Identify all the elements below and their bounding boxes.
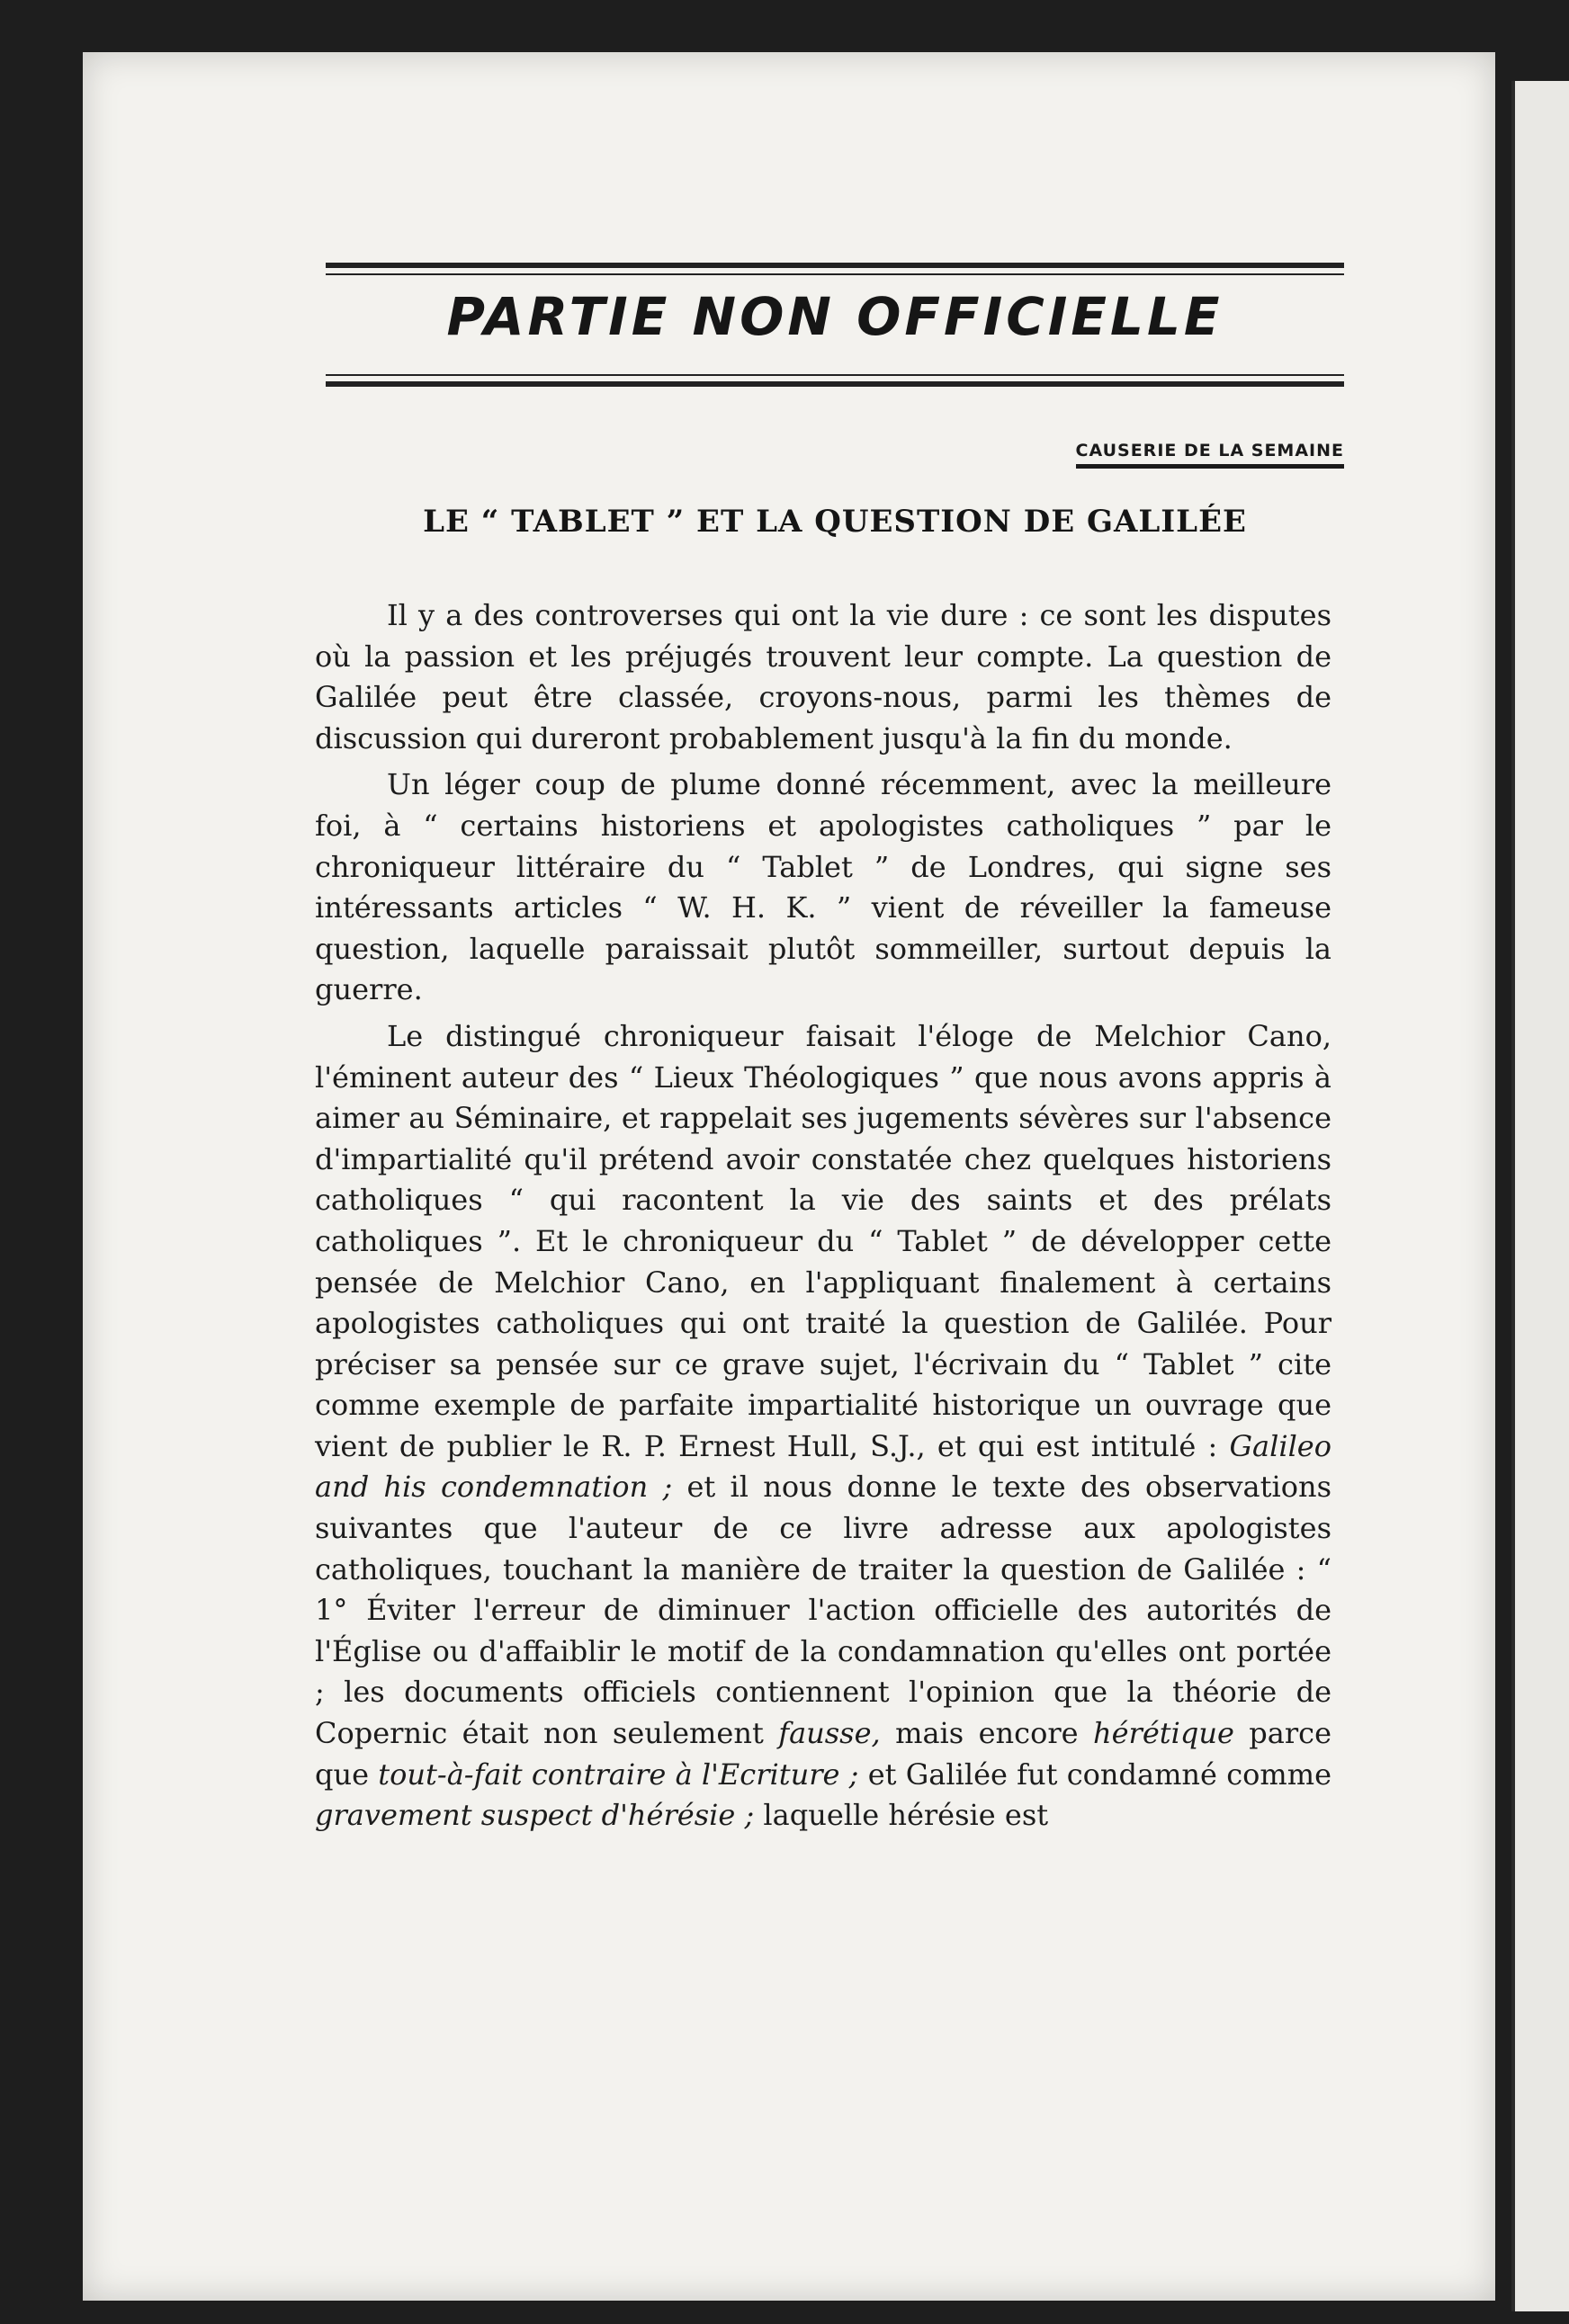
- paragraph-1: Il y a des controverses qui ont la vie dure : ce sont les disputes où la passion et les préjugés trouvent leur compte. La question de Galilée peut être classée, croyons-nous, parmi les thèmes de discussion qui dureront probablement jusqu'à la fin du monde.: [315, 598, 1331, 755]
- paragraph-3-part-2: et il nous donne le texte des observations suivantes que l'auteur de ce livre adresse aux apologistes catholiques, touchant la manière de traiter la question de Galilée : “ 1° Éviter l'erreur de diminuer l'action officielle des autorités de l'Église ou d'affaiblir le motif de la condamnation qu'elles ont portée ; les documents officiels contiennent l'opinion que la théorie de Copernic était non seulement: [315, 1470, 1332, 1751]
- article-body: [315, 595, 1331, 1837]
- paragraph-3-part-1: Le distingué chroniqueur faisait l'éloge de Melchior Cano, l'éminent auteur des “ Lieux Théologiques ” que nous avons appris à aimer au Séminaire, et rappelait ses jugements sévères sur l'absence d'impartialité qu'il prétend avoir constatée chez quelques historiens catholiques “ qui racontent la vie des saints et des prélats catholiques ”. Et le chroniqueur du “ Tablet ” de développer cette pensée de Melchior Cano, en l'appliquant finalement à certains apologistes catholiques qui ont traité la question de Galilée. Pour préciser sa pensée sur ce grave sujet, l'écrivain du “ Tablet ” cite comme exemple de parfaite impartialité historique un ouvrage que vient de publier le R. P. Ernest Hull, S.J., et qui est intitulé :: [315, 1018, 1331, 1463]
- adjacent-page-edge: [1511, 81, 1569, 2311]
- book-title: Galileo and his condemnation ;: [315, 1428, 1331, 1505]
- paragraph-2: Un léger coup de plume donné récemment, avec la meilleure foi, à “ certains historiens et apologistes catholiques ” par le chroniqueur littéraire du “ Tablet ” de Londres, qui signe ses intéressants articles “ W. H. K. ” vient de réveiller la fameuse question, laquelle paraissait plutôt sommeiller, surtout depuis la guerre.: [315, 767, 1331, 1007]
- bottom-double-rule: [326, 374, 1344, 387]
- paragraph-3-part-3: mais encore: [880, 1716, 1093, 1751]
- italic-contraire: tout-à-fait contraire à l'Ecriture ;: [378, 1756, 859, 1792]
- top-double-rule: [326, 263, 1344, 275]
- italic-heretique: hérétique: [1092, 1716, 1234, 1751]
- paragraph-3-part-6: laquelle hérésie est: [754, 1798, 1049, 1833]
- paragraph-3-part-5: et Galilée fut condamné comme: [858, 1756, 1332, 1792]
- page-heading: PARTIE NON OFFICIELLE: [446, 286, 1224, 347]
- article-title: LE “ TABLET ” ET LA QUESTION DE GALILÉE: [423, 504, 1247, 540]
- paragraph-3-part-4: parce que: [315, 1716, 1332, 1792]
- italic-fausse: fausse,: [778, 1716, 881, 1751]
- paragraph-3: [315, 1016, 1331, 1837]
- italic-suspect: gravement suspect d'hérésie ;: [315, 1798, 755, 1833]
- section-label: CAUSERIE DE LA SEMAINE: [1076, 441, 1344, 469]
